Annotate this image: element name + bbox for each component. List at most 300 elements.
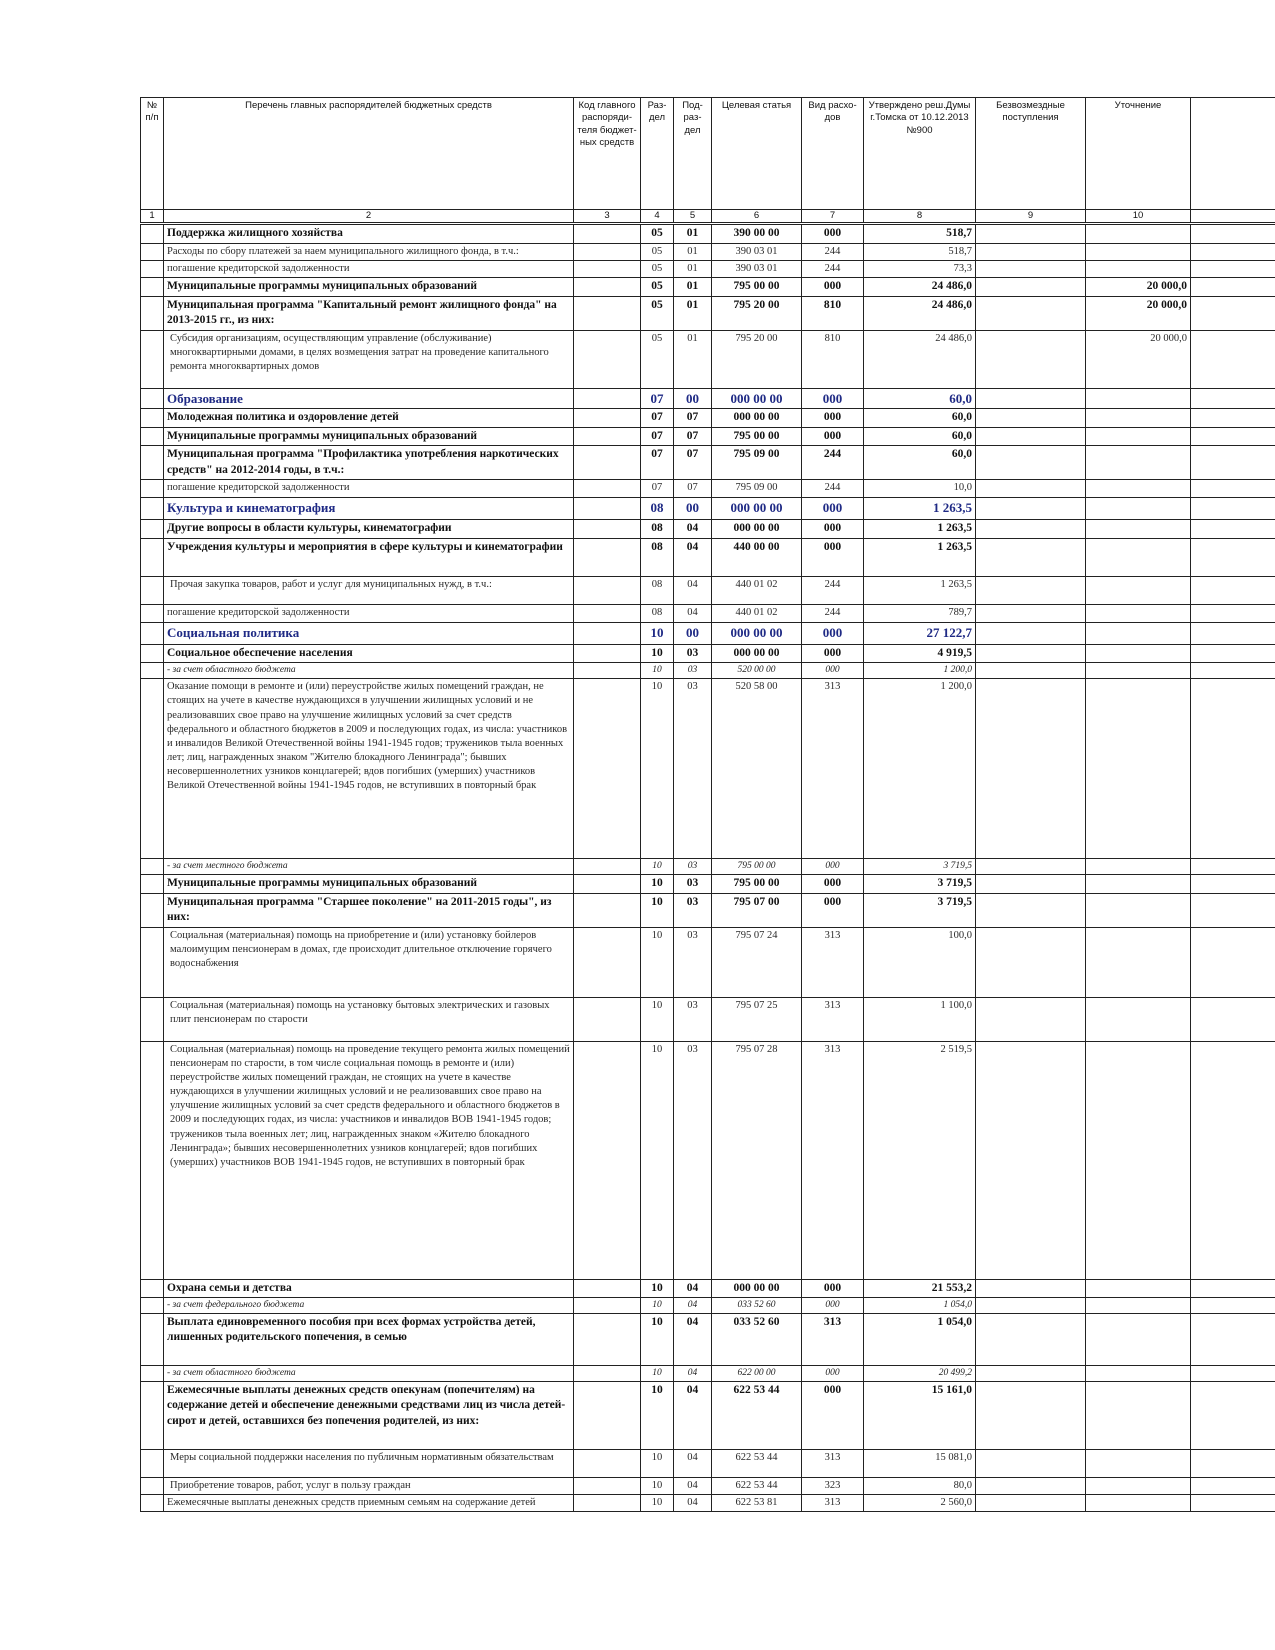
row-target-cell: 795 07 28	[712, 1041, 802, 1279]
row-extra-cell	[1191, 409, 1275, 428]
row-vid-cell: 000	[802, 875, 864, 894]
row-approved-cell: 518,7	[864, 243, 976, 260]
row-podrazdel-cell: 03	[674, 875, 712, 894]
row-name-cell: Социальное обеспечение населения	[164, 644, 574, 663]
row-extra-cell	[1191, 576, 1275, 604]
col-num: 5	[674, 210, 712, 224]
row-razdel-cell: 08	[641, 576, 674, 604]
row-vid-cell: 000	[802, 1279, 864, 1298]
row-utoch-cell	[1086, 261, 1191, 278]
table-row	[141, 1477, 1275, 1494]
row-code-cell	[574, 622, 641, 644]
table-row	[141, 1381, 1275, 1449]
row-razdel-cell: 10	[641, 1041, 674, 1279]
row-code-cell	[574, 243, 641, 260]
row-razdel-cell: 10	[641, 997, 674, 1041]
col-no-header: № п/п	[141, 98, 164, 210]
row-vid-cell: 000	[802, 1365, 864, 1381]
row-no-cell	[141, 927, 164, 997]
row-extra-cell	[1191, 1298, 1275, 1314]
row-free-cell	[976, 1494, 1086, 1511]
row-no-cell	[141, 679, 164, 859]
row-name-cell: Субсидия организациям, осуществляющим управление (обслуживание) многоквартирными домами, в целях возмещения затрат на проведение капитального ремонта многоквартирных домов	[164, 330, 574, 388]
row-vid-cell: 000	[802, 409, 864, 428]
row-name-cell: погашение кредиторской задолженности	[164, 480, 574, 498]
row-razdel-cell: 08	[641, 498, 674, 520]
row-vid-cell: 000	[802, 224, 864, 244]
table-row	[141, 278, 1275, 297]
row-razdel-cell: 10	[641, 893, 674, 927]
row-podrazdel-cell: 03	[674, 679, 712, 859]
table-row	[141, 427, 1275, 446]
row-code-cell	[574, 520, 641, 539]
budget-sheet	[140, 97, 1275, 1650]
row-vid-cell: 000	[802, 1298, 864, 1314]
row-name-cell: Ежемесячные выплаты денежных средств опекунам (попечителям) на содержание детей и обеспечение денежными средствами лиц из числа детей-сирот и детей, оставшихся без попечения родителей, из них:	[164, 1381, 574, 1449]
row-target-cell: 440 01 02	[712, 576, 802, 604]
table-row	[141, 604, 1275, 622]
row-razdel-cell: 10	[641, 1381, 674, 1449]
table-row	[141, 261, 1275, 278]
row-razdel-cell: 07	[641, 388, 674, 409]
row-no-cell	[141, 261, 164, 278]
row-razdel-cell: 08	[641, 520, 674, 539]
row-approved-cell: 1 200,0	[864, 663, 976, 679]
row-utoch-cell	[1086, 409, 1191, 428]
row-code-cell	[574, 446, 641, 480]
row-extra-cell	[1191, 1477, 1275, 1494]
row-podrazdel-cell: 04	[674, 520, 712, 539]
row-razdel-cell: 05	[641, 224, 674, 244]
row-podrazdel-cell: 04	[674, 1449, 712, 1477]
row-free-cell	[976, 520, 1086, 539]
row-extra-cell	[1191, 261, 1275, 278]
row-target-cell: 795 09 00	[712, 480, 802, 498]
row-free-cell	[976, 927, 1086, 997]
table-row	[141, 997, 1275, 1041]
row-utoch-cell	[1086, 1041, 1191, 1279]
row-free-cell	[976, 427, 1086, 446]
col-num: 9	[976, 210, 1086, 224]
row-podrazdel-cell: 00	[674, 498, 712, 520]
row-name-cell: Расходы по сбору платежей за наем муниципального жилищного фонда, в т.ч.:	[164, 243, 574, 260]
table-row	[141, 1298, 1275, 1314]
row-extra-cell	[1191, 224, 1275, 244]
row-free-cell	[976, 1298, 1086, 1314]
row-target-cell: 795 09 00	[712, 446, 802, 480]
row-no-cell	[141, 663, 164, 679]
row-target-cell: 440 00 00	[712, 538, 802, 576]
table-row	[141, 480, 1275, 498]
row-podrazdel-cell: 03	[674, 927, 712, 997]
table-row	[141, 446, 1275, 480]
table-row	[141, 576, 1275, 604]
row-extra-cell	[1191, 1041, 1275, 1279]
row-approved-cell: 518,7	[864, 224, 976, 244]
row-razdel-cell: 07	[641, 409, 674, 428]
row-utoch-cell	[1086, 498, 1191, 520]
row-target-cell: 795 00 00	[712, 859, 802, 875]
row-no-cell	[141, 409, 164, 428]
row-extra-cell	[1191, 1279, 1275, 1298]
row-utoch-cell	[1086, 1477, 1191, 1494]
row-approved-cell: 21 553,2	[864, 1279, 976, 1298]
row-target-cell: 033 52 60	[712, 1313, 802, 1365]
col-num: 3	[574, 210, 641, 224]
row-free-cell	[976, 296, 1086, 330]
row-target-cell: 795 00 00	[712, 427, 802, 446]
row-extra-cell	[1191, 679, 1275, 859]
row-podrazdel-cell: 03	[674, 663, 712, 679]
col-razdel-header: Раз-дел	[641, 98, 674, 210]
row-vid-cell: 810	[802, 330, 864, 388]
row-approved-cell: 789,7	[864, 604, 976, 622]
row-name-cell: Социальная (материальная) помощь на установку бытовых электрических и газовых плит пенсионерам по старости	[164, 997, 574, 1041]
row-target-cell: 000 00 00	[712, 388, 802, 409]
row-extra-cell	[1191, 480, 1275, 498]
row-free-cell	[976, 663, 1086, 679]
row-approved-cell: 3 719,5	[864, 893, 976, 927]
row-code-cell	[574, 1477, 641, 1494]
row-extra-cell	[1191, 330, 1275, 388]
row-target-cell: 390 03 01	[712, 243, 802, 260]
row-code-cell	[574, 498, 641, 520]
table-body	[141, 224, 1275, 1512]
row-vid-cell: 000	[802, 644, 864, 663]
row-utoch-cell: 20 000,0	[1086, 296, 1191, 330]
row-podrazdel-cell: 01	[674, 261, 712, 278]
row-name-cell: Муниципальные программы муниципальных образований	[164, 278, 574, 297]
row-podrazdel-cell: 04	[674, 576, 712, 604]
table-row	[141, 893, 1275, 927]
row-no-cell	[141, 622, 164, 644]
row-code-cell	[574, 480, 641, 498]
row-podrazdel-cell: 01	[674, 243, 712, 260]
row-name-cell: Муниципальная программа "Старшее поколение" на 2011-2015 годы", из них:	[164, 893, 574, 927]
row-razdel-cell: 10	[641, 1298, 674, 1314]
row-extra-cell	[1191, 243, 1275, 260]
row-approved-cell: 1 100,0	[864, 997, 976, 1041]
row-approved-cell: 27 122,7	[864, 622, 976, 644]
row-code-cell	[574, 604, 641, 622]
row-code-cell	[574, 1298, 641, 1314]
row-vid-cell: 244	[802, 604, 864, 622]
row-no-cell	[141, 997, 164, 1041]
row-code-cell	[574, 427, 641, 446]
row-code-cell	[574, 1041, 641, 1279]
row-target-cell: 622 00 00	[712, 1365, 802, 1381]
row-extra-cell	[1191, 1313, 1275, 1365]
row-target-cell: 795 20 00	[712, 296, 802, 330]
row-free-cell	[976, 644, 1086, 663]
row-podrazdel-cell: 04	[674, 1313, 712, 1365]
table-row	[141, 243, 1275, 260]
row-target-cell: 033 52 60	[712, 1298, 802, 1314]
row-podrazdel-cell: 07	[674, 480, 712, 498]
row-podrazdel-cell: 03	[674, 997, 712, 1041]
row-target-cell: 000 00 00	[712, 498, 802, 520]
table-row	[141, 1279, 1275, 1298]
row-target-cell: 795 07 00	[712, 893, 802, 927]
row-vid-cell: 000	[802, 893, 864, 927]
row-vid-cell: 000	[802, 278, 864, 297]
row-target-cell: 390 03 01	[712, 261, 802, 278]
row-podrazdel-cell: 04	[674, 1477, 712, 1494]
row-extra-cell	[1191, 604, 1275, 622]
row-free-cell	[976, 330, 1086, 388]
row-extra-cell	[1191, 1365, 1275, 1381]
row-target-cell: 520 00 00	[712, 663, 802, 679]
row-code-cell	[574, 927, 641, 997]
row-vid-cell: 313	[802, 1449, 864, 1477]
row-podrazdel-cell: 04	[674, 1381, 712, 1449]
row-podrazdel-cell: 04	[674, 1365, 712, 1381]
row-extra-cell	[1191, 927, 1275, 997]
row-utoch-cell	[1086, 1365, 1191, 1381]
row-vid-cell: 000	[802, 520, 864, 539]
col-free-header: Безвозмездные поступления	[976, 98, 1086, 210]
row-vid-cell: 000	[802, 498, 864, 520]
row-free-cell	[976, 893, 1086, 927]
row-no-cell	[141, 538, 164, 576]
table-row	[141, 520, 1275, 539]
row-podrazdel-cell: 04	[674, 1279, 712, 1298]
row-approved-cell: 1 263,5	[864, 576, 976, 604]
row-code-cell	[574, 409, 641, 428]
col-vid-header: Вид расхо-дов	[802, 98, 864, 210]
row-no-cell	[141, 1313, 164, 1365]
row-razdel-cell: 05	[641, 261, 674, 278]
table-row	[141, 224, 1275, 244]
header-row	[141, 98, 1275, 210]
row-utoch-cell	[1086, 927, 1191, 997]
row-name-cell: - за счет федерального бюджета	[164, 1298, 574, 1314]
table-row	[141, 875, 1275, 894]
row-utoch-cell	[1086, 388, 1191, 409]
row-target-cell: 795 00 00	[712, 278, 802, 297]
row-utoch-cell	[1086, 480, 1191, 498]
row-code-cell	[574, 388, 641, 409]
row-utoch-cell: 20 000,0	[1086, 278, 1191, 297]
row-utoch-cell	[1086, 224, 1191, 244]
row-target-cell: 390 00 00	[712, 224, 802, 244]
column-number-row	[141, 210, 1275, 224]
table-row	[141, 622, 1275, 644]
row-name-cell: Прочая закупка товаров, работ и услуг для муниципальных нужд, в т.ч.:	[164, 576, 574, 604]
row-no-cell	[141, 296, 164, 330]
row-name-cell: Социальная политика	[164, 622, 574, 644]
row-code-cell	[574, 1365, 641, 1381]
row-free-cell	[976, 261, 1086, 278]
row-free-cell	[976, 243, 1086, 260]
row-razdel-cell: 10	[641, 1279, 674, 1298]
row-name-cell: Муниципальные программы муниципальных образований	[164, 427, 574, 446]
row-free-cell	[976, 1279, 1086, 1298]
table-row	[141, 388, 1275, 409]
row-vid-cell: 000	[802, 1381, 864, 1449]
table-row	[141, 1041, 1275, 1279]
row-vid-cell: 244	[802, 243, 864, 260]
row-extra-cell	[1191, 446, 1275, 480]
row-no-cell	[141, 604, 164, 622]
row-approved-cell: 60,0	[864, 388, 976, 409]
col-name-header: Перечень главных распорядителей бюджетных средств	[164, 98, 574, 210]
row-target-cell: 795 07 25	[712, 997, 802, 1041]
row-name-cell: Муниципальная программа "Профилактика употребления наркотических средств" на 2012-2014 годы, в т.ч.:	[164, 446, 574, 480]
row-code-cell	[574, 261, 641, 278]
row-name-cell: Учреждения культуры и мероприятия в сфере культуры и кинематографии	[164, 538, 574, 576]
row-extra-cell	[1191, 859, 1275, 875]
row-extra-cell	[1191, 278, 1275, 297]
col-num	[1191, 210, 1275, 224]
table-row	[141, 538, 1275, 576]
row-podrazdel-cell: 04	[674, 1494, 712, 1511]
row-extra-cell	[1191, 1494, 1275, 1511]
row-code-cell	[574, 1313, 641, 1365]
col-code-header: Код главного распоряди-теля бюджет-ных средств	[574, 98, 641, 210]
row-no-cell	[141, 1381, 164, 1449]
row-extra-cell	[1191, 622, 1275, 644]
row-name-cell: - за счет местного бюджета	[164, 859, 574, 875]
col-target-header: Целевая статья	[712, 98, 802, 210]
row-name-cell: Социальная (материальная) помощь на проведение текущего ремонта жилых помещений пенсионерам по старости, в том числе социальная помощь в ремонте и (или) переустройстве жилых помещений граждан, не стоящих на учете в качестве нуждающихся в улучшении жилищных условий и не реализовавших свое право на улучшение жилищных условий за счет средств федерального и областного бюджетов в 2009 и последующих годах, из числа: участников и инвалидов ВОВ 1941-1945 годов; тружеников тыла военных лет; лиц, награжденных знаком «Жителю блокадного Ленинграда»; бывших несовершеннолетних узников концлагерей; вдов погибших (умерших) участников ВОВ 1941-1945 годов, не вступивших в повторный брак	[164, 1041, 574, 1279]
row-podrazdel-cell: 01	[674, 224, 712, 244]
row-no-cell	[141, 224, 164, 244]
row-code-cell	[574, 278, 641, 297]
col-num: 7	[802, 210, 864, 224]
row-vid-cell: 000	[802, 622, 864, 644]
row-razdel-cell: 10	[641, 875, 674, 894]
row-approved-cell: 24 486,0	[864, 296, 976, 330]
row-extra-cell	[1191, 1381, 1275, 1449]
row-code-cell	[574, 538, 641, 576]
row-vid-cell: 313	[802, 927, 864, 997]
row-razdel-cell: 10	[641, 927, 674, 997]
row-extra-cell	[1191, 388, 1275, 409]
row-utoch-cell	[1086, 576, 1191, 604]
row-free-cell	[976, 538, 1086, 576]
row-target-cell: 795 00 00	[712, 875, 802, 894]
row-utoch-cell	[1086, 644, 1191, 663]
row-razdel-cell: 07	[641, 480, 674, 498]
row-approved-cell: 60,0	[864, 446, 976, 480]
row-podrazdel-cell: 04	[674, 538, 712, 576]
row-razdel-cell: 07	[641, 446, 674, 480]
row-target-cell: 622 53 44	[712, 1477, 802, 1494]
row-extra-cell	[1191, 296, 1275, 330]
row-no-cell	[141, 859, 164, 875]
row-no-cell	[141, 480, 164, 498]
row-free-cell	[976, 480, 1086, 498]
row-utoch-cell	[1086, 663, 1191, 679]
row-name-cell: погашение кредиторской задолженности	[164, 604, 574, 622]
row-utoch-cell: 20 000,0	[1086, 330, 1191, 388]
row-target-cell: 000 00 00	[712, 520, 802, 539]
row-podrazdel-cell: 03	[674, 859, 712, 875]
row-podrazdel-cell: 04	[674, 604, 712, 622]
row-extra-cell	[1191, 498, 1275, 520]
row-free-cell	[976, 604, 1086, 622]
row-utoch-cell	[1086, 859, 1191, 875]
row-extra-cell	[1191, 644, 1275, 663]
row-approved-cell: 1 263,5	[864, 498, 976, 520]
row-razdel-cell: 10	[641, 1477, 674, 1494]
table-row	[141, 859, 1275, 875]
row-extra-cell	[1191, 893, 1275, 927]
row-utoch-cell	[1086, 538, 1191, 576]
col-num: 1	[141, 210, 164, 224]
row-razdel-cell: 10	[641, 1494, 674, 1511]
table-row	[141, 330, 1275, 388]
row-no-cell	[141, 498, 164, 520]
table-row	[141, 663, 1275, 679]
row-code-cell	[574, 875, 641, 894]
row-vid-cell: 810	[802, 296, 864, 330]
col-num: 4	[641, 210, 674, 224]
row-free-cell	[976, 1381, 1086, 1449]
row-podrazdel-cell: 03	[674, 644, 712, 663]
row-free-cell	[976, 1449, 1086, 1477]
row-free-cell	[976, 1477, 1086, 1494]
row-code-cell	[574, 859, 641, 875]
row-utoch-cell	[1086, 1279, 1191, 1298]
col-extra-header	[1191, 98, 1275, 210]
row-code-cell	[574, 1381, 641, 1449]
row-podrazdel-cell: 03	[674, 893, 712, 927]
row-vid-cell: 000	[802, 388, 864, 409]
row-approved-cell: 3 719,5	[864, 859, 976, 875]
row-approved-cell: 1 263,5	[864, 520, 976, 539]
row-name-cell: Меры социальной поддержки населения по публичным нормативным обязательствам	[164, 1449, 574, 1477]
row-code-cell	[574, 1279, 641, 1298]
row-no-cell	[141, 388, 164, 409]
row-target-cell: 000 00 00	[712, 644, 802, 663]
table-row	[141, 644, 1275, 663]
row-podrazdel-cell: 07	[674, 409, 712, 428]
row-free-cell	[976, 409, 1086, 428]
row-approved-cell: 3 719,5	[864, 875, 976, 894]
row-code-cell	[574, 330, 641, 388]
table-row	[141, 1449, 1275, 1477]
row-razdel-cell: 05	[641, 330, 674, 388]
row-utoch-cell	[1086, 1494, 1191, 1511]
row-utoch-cell	[1086, 243, 1191, 260]
row-no-cell	[141, 576, 164, 604]
row-free-cell	[976, 388, 1086, 409]
row-name-cell: Другие вопросы в области культуры, кинематографии	[164, 520, 574, 539]
row-no-cell	[141, 427, 164, 446]
table-row	[141, 409, 1275, 428]
col-num: 8	[864, 210, 976, 224]
row-utoch-cell	[1086, 446, 1191, 480]
row-vid-cell: 313	[802, 1041, 864, 1279]
row-utoch-cell	[1086, 1381, 1191, 1449]
row-free-cell	[976, 997, 1086, 1041]
row-code-cell	[574, 679, 641, 859]
row-podrazdel-cell: 00	[674, 388, 712, 409]
row-free-cell	[976, 1365, 1086, 1381]
row-razdel-cell: 08	[641, 604, 674, 622]
row-target-cell: 440 01 02	[712, 604, 802, 622]
row-no-cell	[141, 243, 164, 260]
row-approved-cell: 15 081,0	[864, 1449, 976, 1477]
row-razdel-cell: 07	[641, 427, 674, 446]
row-extra-cell	[1191, 997, 1275, 1041]
row-code-cell	[574, 893, 641, 927]
row-approved-cell: 15 161,0	[864, 1381, 976, 1449]
table-row	[141, 498, 1275, 520]
row-target-cell: 622 53 44	[712, 1449, 802, 1477]
